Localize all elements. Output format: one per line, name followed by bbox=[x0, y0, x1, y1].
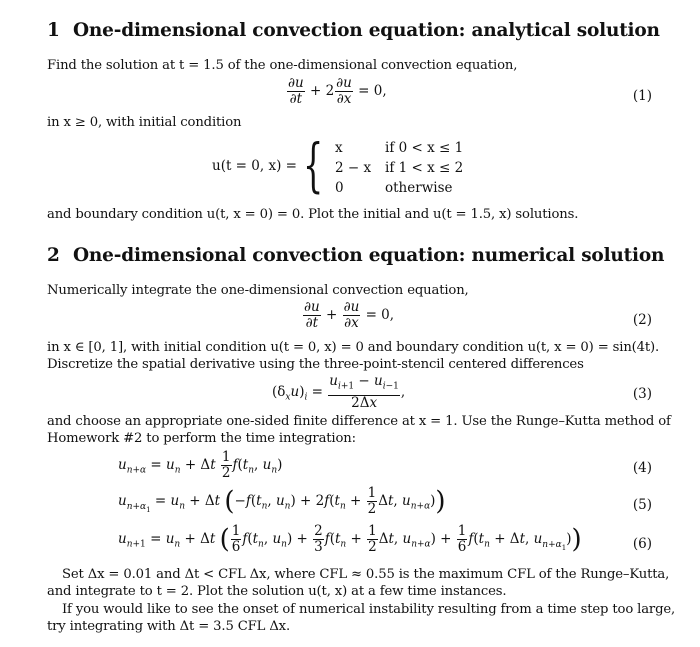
equation-1-number: (1) bbox=[632, 88, 652, 104]
case-2-expr: 2 − x bbox=[335, 160, 372, 176]
equation-5: $u_{n+\alpha_1} = u_n + \Delta t$ ($-f(t_n$, $u_n) + 2f(t_n$ + $\frac{1}{2}$ Δt, $u_{n+\alpha}$)) bbox=[118, 485, 446, 517]
case-2-cond: if 1 < x ≤ 2 bbox=[385, 160, 464, 176]
section-2-intro: Numerically integrate the one-dimensional convection equation, bbox=[47, 283, 469, 298]
equation-3-number: (3) bbox=[632, 386, 652, 402]
piecewise-brace: { bbox=[303, 131, 324, 199]
equation-2-number: (2) bbox=[632, 312, 652, 328]
section-2-line-h: try integrating with Δt = 3.5 CFL Δx. bbox=[47, 619, 291, 634]
section-1-heading bbox=[47, 20, 660, 41]
case-1-expr: x bbox=[335, 140, 343, 156]
section-2-line-g: If you would like to see the onset of numerical instability resulting from a time step too large, bbox=[62, 602, 676, 617]
section-2-heading bbox=[47, 245, 664, 266]
section-2-line-d: Homework #2 to perform the time integration: bbox=[47, 431, 356, 446]
equation-1: $\frac{\partial u}{\partial t}$ + 2 $\frac{\partial u}{\partial x}$ = 0, bbox=[288, 75, 387, 107]
section-2-title: One-dimensional convection equation: numerical solution bbox=[73, 245, 665, 266]
equation-6-number: (6) bbox=[632, 536, 652, 552]
case-1-cond: if 0 < x ≤ 1 bbox=[385, 140, 464, 156]
section-2-line-a: in x ∈ [0, 1], with initial condition u(t = 0, x) = 0 and boundary condition u(t, x = 0) = sin(4t). bbox=[47, 340, 660, 355]
case-3-cond: otherwise bbox=[385, 180, 453, 196]
section-2-line-e: Set Δx = 0.01 and Δt < CFL Δx, where CFL ≈ 0.55 is the maximum CFL of the Runge–Kutta, bbox=[62, 567, 670, 582]
section-1-domain-text: in x ≥ 0, with initial condition bbox=[47, 115, 242, 130]
section-1-intro: Find the solution at t = 1.5 of the one-dimensional convection equation, bbox=[47, 58, 518, 73]
equation-4-number: (4) bbox=[632, 460, 652, 476]
equation-5-number: (5) bbox=[632, 497, 652, 513]
equation-3: $(\delta_xu)_i$ = $\frac{u_{i+1} - u_{i-1}}{2\Delta x}$ , bbox=[272, 373, 406, 411]
case-3-expr: 0 bbox=[335, 180, 344, 196]
section-1-number: 1 bbox=[47, 20, 60, 41]
initial-condition-lhs: u(t = 0, x) = bbox=[212, 158, 297, 174]
section-2-line-f: and integrate to t = 2. Plot the solution u(t, x) at a few time instances. bbox=[47, 584, 507, 599]
section-1-title: One-dimensional convection equation: analytical solution bbox=[73, 20, 660, 41]
equation-6: $u_{n+1} = u_n + \Delta t$ ( $\frac{1}{6}$ $f(t_n$, $u_n$) + $\frac{2}{3}$ $f(t_n$ + $\frac{1}{2}$ Δt, $u_{n+\alpha}$) + $\frac{1}{6}$ $f(t_n + \Delta t$, $u_{n+\alpha_1}$)) bbox=[118, 523, 582, 555]
equation-2: $\frac{\partial u}{\partial t}$ + $\frac{\partial u}{\partial x}$ = 0, bbox=[304, 299, 395, 331]
equation-4: $u_{n+\alpha} = u_n + \Delta t$ $\frac{1}{2}$ $f(t_n$, $u_n$) bbox=[118, 449, 283, 481]
section-2-number: 2 bbox=[47, 245, 60, 266]
section-2-line-b: Discretize the spatial derivative using the three-point-stencil centered differences bbox=[47, 357, 584, 372]
section-1-bc-text: and boundary condition u(t, x = 0) = 0. Plot the initial and u(t = 1.5, x) solutions. bbox=[47, 207, 579, 222]
section-2-line-c: and choose an appropriate one-sided finite difference at x = 1. Use the Runge–Kutta method of bbox=[47, 414, 671, 429]
